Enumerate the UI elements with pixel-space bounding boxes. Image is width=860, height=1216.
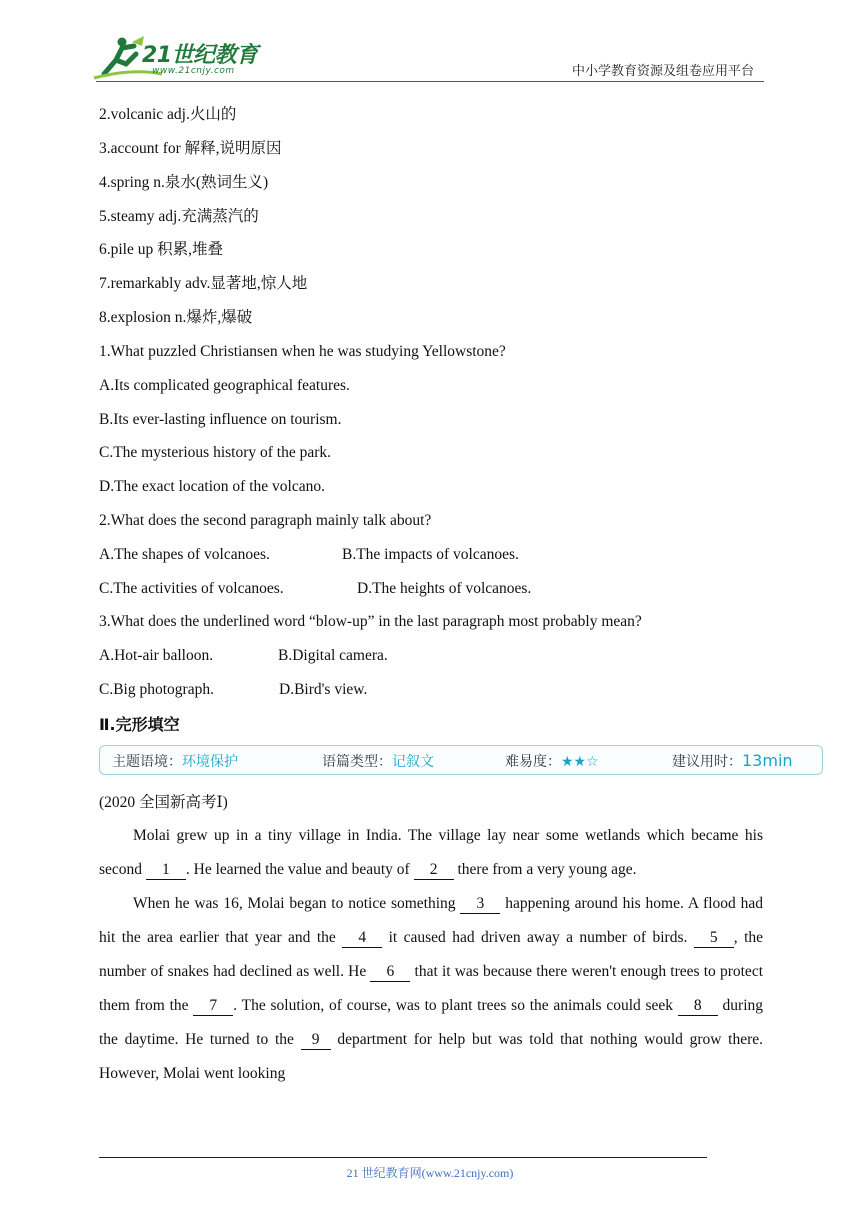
passage-text: happening around his home. A flood had hit the area earlier that year and the bbox=[99, 895, 763, 946]
q2-option-a: A.The shapes of volcanoes. bbox=[99, 546, 270, 563]
passage-text: it caused had driven away a number of birds. bbox=[382, 929, 694, 946]
time-value: 13min bbox=[742, 751, 793, 770]
text-type-label: 语篇类型： bbox=[322, 754, 392, 770]
logo-url: www.21cnjy.com bbox=[152, 66, 235, 76]
paragraph-2 bbox=[99, 887, 763, 1091]
topic-label: 主题语境： bbox=[112, 754, 182, 770]
vocab-item: 3.account for 解释,说明原因 bbox=[99, 140, 282, 157]
difficulty-label: 难易度： bbox=[505, 754, 561, 770]
blank-4: 4 bbox=[342, 929, 382, 948]
q3-option-b: B.Digital camera. bbox=[278, 647, 388, 664]
footer-divider bbox=[99, 1157, 707, 1158]
vocab-item: 6.pile up 积累,堆叠 bbox=[99, 241, 223, 258]
page-header bbox=[0, 0, 860, 90]
blank-3: 3 bbox=[460, 895, 500, 914]
passage-text: . The solution, of course, was to plant trees so the animals could seek bbox=[233, 997, 678, 1014]
passage-text: When he was 16, Molai began to notice something bbox=[133, 895, 461, 912]
section-title: Ⅱ.完形填空 bbox=[99, 715, 180, 734]
question-2: 2.What does the second paragraph mainly talk about? bbox=[99, 512, 432, 529]
logo-text: 21世纪教育 bbox=[142, 43, 258, 68]
topic-info-bar bbox=[99, 745, 823, 775]
cloze-passage bbox=[99, 819, 763, 1091]
vocab-item: 7.remarkably adv.显著地,惊人地 bbox=[99, 275, 308, 292]
blank-5: 5 bbox=[694, 929, 734, 948]
header-divider bbox=[96, 81, 764, 82]
vocab-item: 8.explosion n.爆炸,爆破 bbox=[99, 309, 253, 326]
blank-1: 1 bbox=[146, 861, 186, 880]
question-3: 3.What does the underlined word “blow-up” in the last paragraph most probably mean? bbox=[99, 613, 642, 630]
platform-title: 中小学教育资源及组卷应用平台 bbox=[572, 63, 755, 78]
vocab-item: 4.spring n.泉水(熟词生义) bbox=[99, 174, 269, 191]
text-type-item bbox=[322, 751, 434, 771]
q1-option-a: A.Its complicated geographical features. bbox=[99, 377, 350, 394]
passage-text: Molai grew up in a tiny village in India. The village lay near some wetlands which became his second bbox=[99, 827, 763, 878]
footer-text: 21 世纪教育网(www.21cnjy.com) bbox=[346, 1166, 514, 1180]
q1-option-b: B.Its ever-lasting influence on tourism. bbox=[99, 411, 342, 428]
blank-6: 6 bbox=[370, 963, 410, 982]
time-label: 建议用时： bbox=[672, 754, 742, 770]
blank-8: 8 bbox=[678, 997, 718, 1016]
q1-option-d: D.The exact location of the volcano. bbox=[99, 478, 325, 495]
q2-option-b: B.The impacts of volcanoes. bbox=[342, 546, 519, 563]
blank-7: 7 bbox=[193, 997, 233, 1016]
text-type-value: 记叙文 bbox=[392, 754, 434, 770]
passage-text: that it was because there weren't enough trees to protect them from the bbox=[99, 963, 763, 1014]
vocab-item: 2.volcanic adj.火山的 bbox=[99, 106, 237, 123]
time-item bbox=[672, 751, 793, 771]
blank-2: 2 bbox=[414, 861, 454, 880]
blank-9: 9 bbox=[301, 1031, 331, 1050]
source-note: (2020 全国新高考Ⅰ) bbox=[99, 794, 228, 811]
q3-option-c: C.Big photograph. bbox=[99, 681, 214, 698]
passage-text: department for help but was told that nothing would grow there. However, Molai went looking bbox=[99, 1031, 763, 1082]
passage-text: , the number of snakes had declined as well. He bbox=[99, 929, 764, 980]
topic-item bbox=[112, 751, 238, 771]
q2-option-d: D.The heights of volcanoes. bbox=[357, 580, 532, 597]
paragraph-1 bbox=[99, 819, 763, 887]
passage-text: during the daytime. He turned to the bbox=[99, 997, 764, 1048]
q2-option-c: C.The activities of volcanoes. bbox=[99, 580, 284, 597]
q3-option-d: D.Bird's view. bbox=[279, 681, 368, 698]
difficulty-stars: ★★☆ bbox=[561, 754, 599, 770]
question-1: 1.What puzzled Christiansen when he was studying Yellowstone? bbox=[99, 343, 506, 360]
q1-option-c: C.The mysterious history of the park. bbox=[99, 444, 332, 461]
difficulty-item bbox=[505, 751, 599, 771]
topic-value: 环境保护 bbox=[182, 754, 238, 770]
passage-text: . He learned the value and beauty of bbox=[185, 861, 414, 878]
passage-text: there from a very young age. bbox=[453, 861, 637, 878]
q3-option-a: A.Hot-air balloon. bbox=[99, 647, 214, 664]
vocab-item: 5.steamy adj.充满蒸汽的 bbox=[99, 208, 259, 225]
